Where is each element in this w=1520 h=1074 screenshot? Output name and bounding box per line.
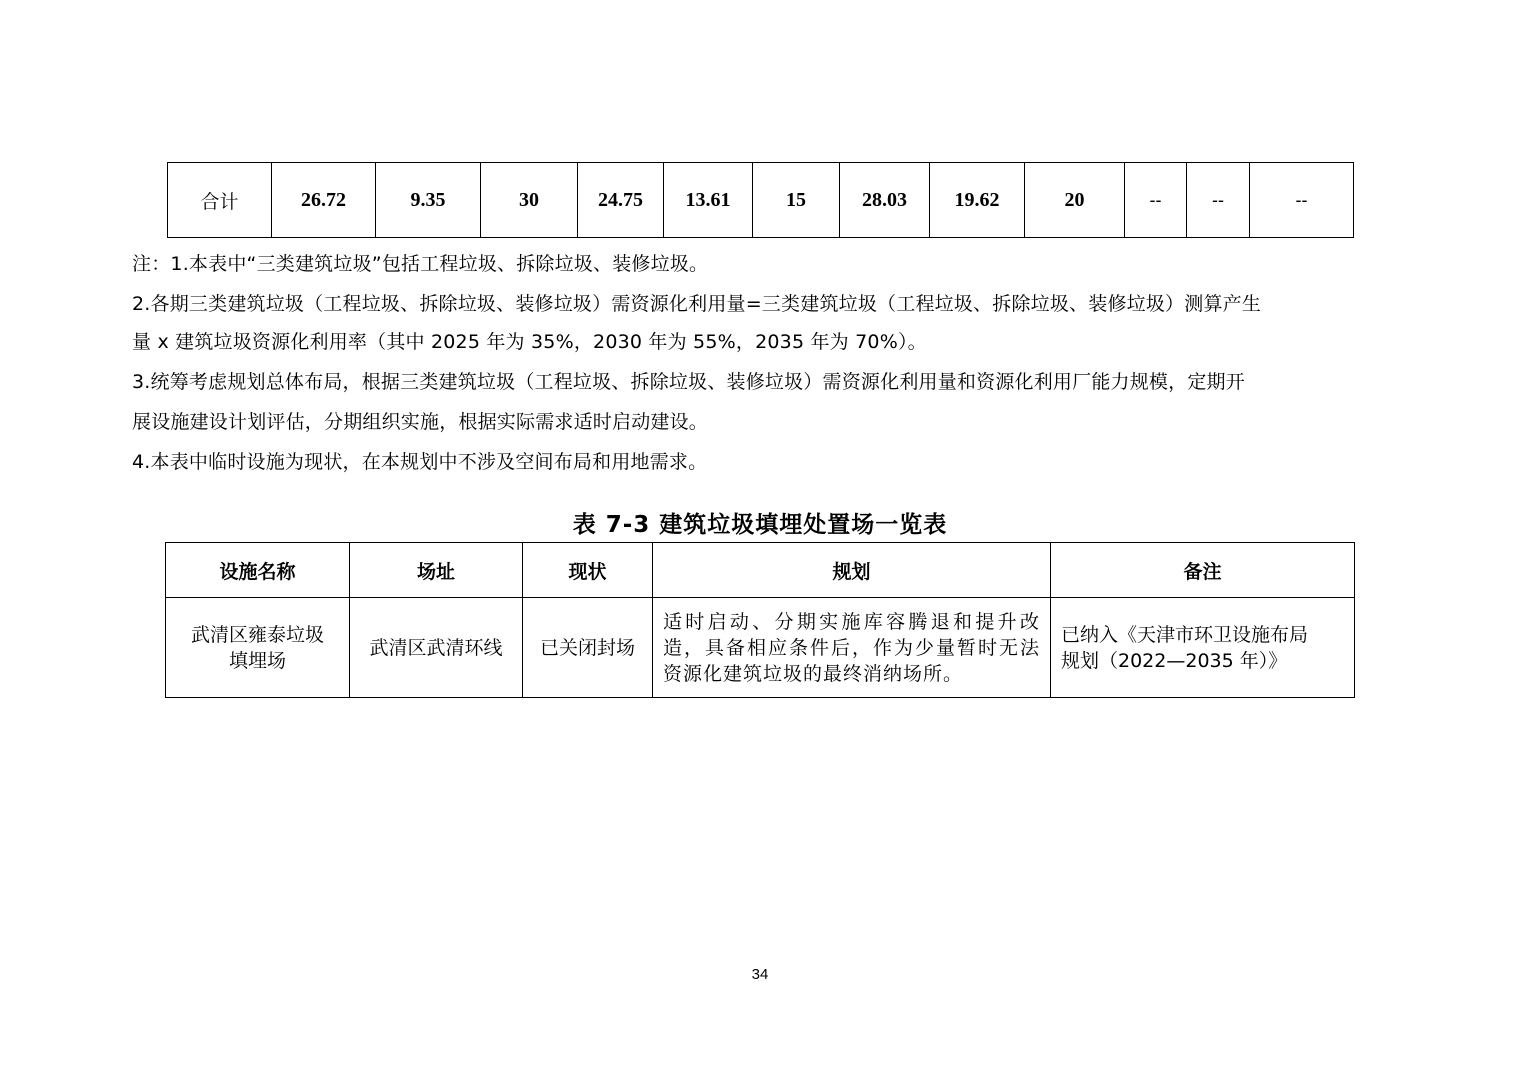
totals-cell: 9.35 [376,163,481,238]
table-caption: 表 7-3 建筑垃圾填埋处置场一览表 [572,512,948,538]
totals-cell: 26.72 [272,163,376,238]
totals-cell: 19.62 [930,163,1025,238]
totals-cell: 20 [1025,163,1125,238]
status-cell: 已关闭封场 [523,598,653,698]
facility-name-line: 武清区雍泰垃圾 [190,623,324,646]
totals-cell: -- [1125,163,1187,238]
remark-line: 规划（2022—2035 年）》 [1061,649,1288,672]
totals-label: 合计 [168,163,272,238]
facility-table [165,542,1355,698]
page-number: 34 [751,966,769,983]
note-line: 4.本表中临时设施为现状，在本规划中不涉及空间布局和用地需求。 [132,451,708,473]
totals-cell: 28.03 [840,163,930,238]
site-cell: 武清区武清环线 [350,598,523,698]
note-line: 注：1.本表中“三类建筑垃圾”包括工程垃圾、拆除垃圾、装修垃圾。 [132,253,709,275]
note-line: 展设施建设计划评估，分期组织实施，根据实际需求适时启动建设。 [132,411,709,433]
totals-cell: -- [1187,163,1250,238]
plan-cell: 适时启动、分期实施库容腾退和提升改造，具备相应条件后，作为少量暂时无法资源化建筑垃圾的最终消纳场所。 [653,598,1051,698]
table-row [166,598,1355,698]
header-status: 现状 [523,543,653,598]
totals-cell: 24.75 [578,163,664,238]
totals-cell: -- [1250,163,1354,238]
remark-cell [1051,598,1355,698]
header-remark: 备注 [1051,543,1355,598]
note-line: 2.各期三类建筑垃圾（工程垃圾、拆除垃圾、装修垃圾）需资源化利用量=三类建筑垃圾（工程垃圾、拆除垃圾、装修垃圾）测算产生 [132,293,1262,315]
totals-table [167,162,1354,238]
note-line: 量 x 建筑垃圾资源化利用率（其中 2025 年为 35%，2030 年为 55%，2035 年为 70%）。 [132,331,927,353]
remark-line: 已纳入《天津市环卫设施布局 [1061,623,1309,646]
header-plan: 规划 [653,543,1051,598]
facility-name-line: 填埋场 [228,649,286,672]
totals-cell: 30 [481,163,578,238]
facility-name-cell [166,598,350,698]
header-facility-name: 设施名称 [166,543,350,598]
header-site: 场址 [350,543,523,598]
totals-row [168,163,1354,238]
facility-header-row [166,543,1355,598]
totals-cell: 15 [753,163,840,238]
totals-cell: 13.61 [664,163,753,238]
note-line: 3.统筹考虑规划总体布局，根据三类建筑垃圾（工程垃圾、拆除垃圾、装修垃圾）需资源化利用量和资源化利用厂能力规模，定期开 [132,371,1245,393]
table-notes [132,244,1402,482]
